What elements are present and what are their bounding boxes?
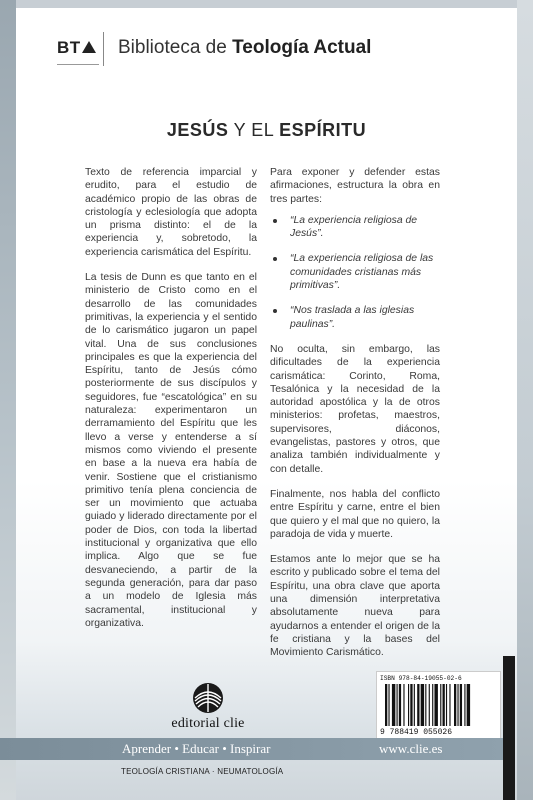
parts-list xyxy=(270,214,440,331)
bullet-icon xyxy=(273,309,277,313)
right-text-column xyxy=(270,166,440,672)
parts-list-item xyxy=(270,214,440,241)
title-part-1: JESÚS xyxy=(166,120,229,140)
left-paragraph: Texto de referencia imparcial y erudito, para el estudio de académico propio de las obras de cristología y eclesiología que adopta un prisma distinto: el de la experiencia y, sobretodo, la experiencia carismática del Espíritu. xyxy=(85,167,257,258)
right-paragraph: No oculta, sin embargo, las dificultades de la experiencia carismática: Corinto, Roma, Tesalónica y la necesidad de la autoridad apostólica y la de otros ministerios: profetas, maestros, supervisores, diáconos, evangelistas, pastores y otros, que analiza también individualmente y con detalle. xyxy=(270,343,440,475)
subject-categories: TEOLOGÍA CRISTIANA · NEUMATOLOGÍA xyxy=(121,767,284,776)
bta-logo-text: BT xyxy=(57,38,81,57)
book-title xyxy=(0,120,533,141)
series-header xyxy=(0,30,533,70)
black-edge-bar xyxy=(503,656,515,800)
barcode-digits: 9 788419 055026 xyxy=(380,728,453,737)
title-part-3: ESPÍRITU xyxy=(279,120,367,140)
bullet-icon xyxy=(273,219,277,223)
isbn-number: ISBN 978-84-19055-02-6 xyxy=(380,675,462,682)
logo-underline xyxy=(57,64,99,65)
right-intro: Para exponer y defender estas afirmaciones, estructura la obra en tres partes: xyxy=(270,167,440,205)
clie-logo-icon xyxy=(183,680,233,716)
publisher-slogan: Aprender • Educar • Inspirar xyxy=(122,741,271,756)
triangle-icon xyxy=(82,41,96,53)
parts-list-text: “La experiencia religiosa de las comunidades cristianas más primitivas”. xyxy=(290,253,434,292)
series-title-bold: Teología Actual xyxy=(232,37,372,58)
right-paragraph: Finalmente, nos habla del conflicto entre Espíritu y carne, entre el bien que quiero y el mal que no quiero, la paradoja de vida y muerte. xyxy=(270,488,440,540)
parts-list-text: “Nos traslada a las iglesias paulinas”. xyxy=(290,305,415,330)
series-title-prefix: Biblioteca de xyxy=(118,37,233,58)
publisher-name: editorial clie xyxy=(171,716,245,731)
publisher-website[interactable]: www.clie.es xyxy=(379,741,443,756)
left-paragraph: La tesis de Dunn es que tanto en el ministerio de Cristo como en el desarrollo de las comunidades primitivas, la experiencia y el sentido de lo carismático jugaron un papel vital. Una de sus conclusiones principales es que la experiencia del Espíritu, tanto de Jesús cómo posteriormente de sus discípulos y seguidores, fue “escatológica” en su naturaleza: experimentaron un derramamiento del Espíritu que les llevo a verse y entenderse a sí mismos como viviendo el presente en base a la nueva era había de venir. Sostiene que el cristianismo primitivo tenía plena conciencia de ser un movimiento que actuaba guiado y liderado directamente por el poder de Dios, con toda la libertad institucional y organizativa que ello implica. Algo que se fue desvaneciendo, a partir de la segunda generación, para dar paso a un modelo de Iglesia más sacramental, institucional y organizativa. xyxy=(85,272,257,629)
parts-list-item xyxy=(270,252,440,292)
top-strip xyxy=(0,0,533,8)
title-part-2: Y EL xyxy=(228,120,280,140)
left-text-column xyxy=(85,166,257,642)
parts-list-item xyxy=(270,304,440,331)
slogan-bar xyxy=(0,738,503,760)
header-divider xyxy=(103,32,104,66)
right-paragraph: Estamos ante lo mejor que se ha escrito y publicado sobre el tema del Espíritu, una obra clave que aporta una dimensión interpretativa absolutamente nueva para ayudarnos a entender el origen de la fe cristiana y la bases del Movimiento Carismático. xyxy=(270,554,440,659)
bullet-icon xyxy=(273,257,277,261)
bta-logo xyxy=(57,38,96,58)
parts-list-text: “La experiencia religiosa de Jesús”. xyxy=(290,214,418,240)
series-title xyxy=(118,37,371,59)
